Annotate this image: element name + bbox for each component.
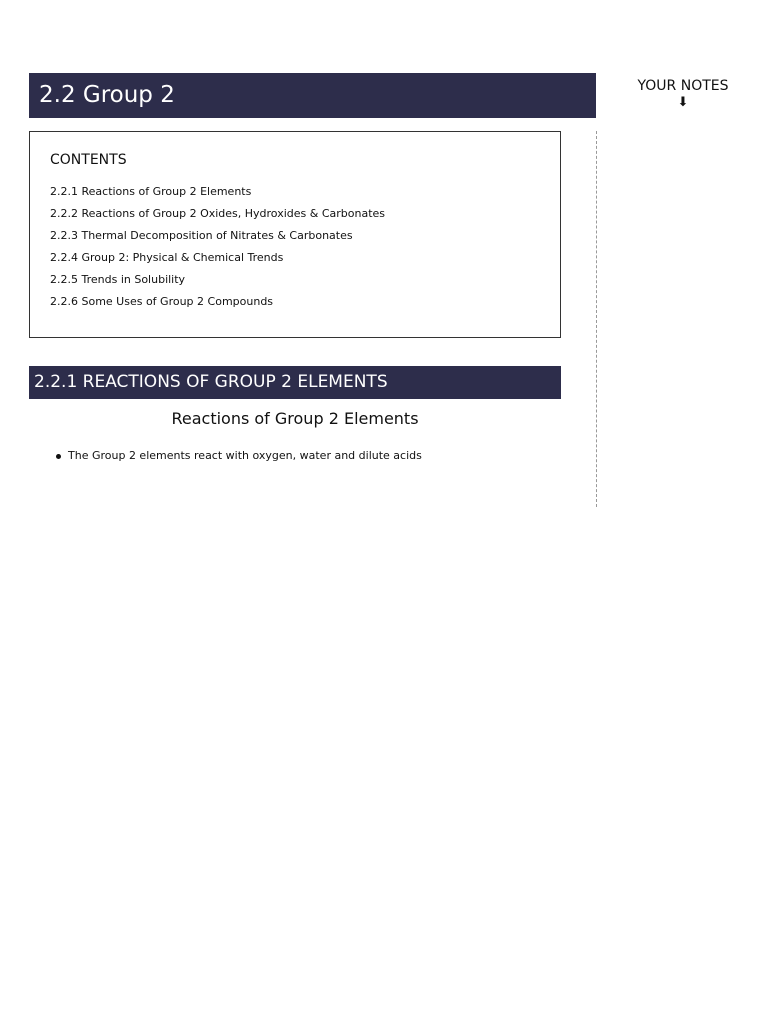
bullet-icon bbox=[56, 454, 61, 459]
section-subheading: Reactions of Group 2 Elements bbox=[171, 409, 419, 428]
page-title: 2.2 Group 2 bbox=[29, 73, 596, 118]
contents-link-2-2-5[interactable]: 2.2.5 Trends in Solubility bbox=[50, 273, 186, 286]
contents-list bbox=[50, 181, 385, 313]
bullet-list bbox=[55, 448, 422, 464]
contents-link-2-2-6[interactable]: 2.2.6 Some Uses of Group 2 Compounds bbox=[50, 295, 274, 308]
arrow-down-icon: ⬇ bbox=[677, 95, 689, 110]
contents-title: CONTENTS bbox=[50, 152, 127, 168]
contents-box bbox=[29, 131, 561, 338]
list-item-text: The Group 2 elements react with oxygen, water and dilute acids bbox=[68, 449, 422, 462]
contents-link-2-2-3[interactable]: 2.2.3 Thermal Decomposition of Nitrates & Carbonates bbox=[50, 229, 353, 242]
contents-link-2-2-1[interactable]: 2.2.1 Reactions of Group 2 Elements bbox=[50, 185, 252, 198]
your-notes-label: YOUR NOTES bbox=[637, 78, 729, 94]
contents-link-2-2-2[interactable]: 2.2.2 Reactions of Group 2 Oxides, Hydroxides & Carbonates bbox=[50, 207, 386, 220]
section-header: 2.2.1 REACTIONS OF GROUP 2 ELEMENTS bbox=[29, 366, 561, 399]
list-item bbox=[55, 448, 422, 464]
notes-divider bbox=[596, 131, 597, 507]
contents-link-2-2-4[interactable]: 2.2.4 Group 2: Physical & Chemical Trends bbox=[50, 251, 284, 264]
